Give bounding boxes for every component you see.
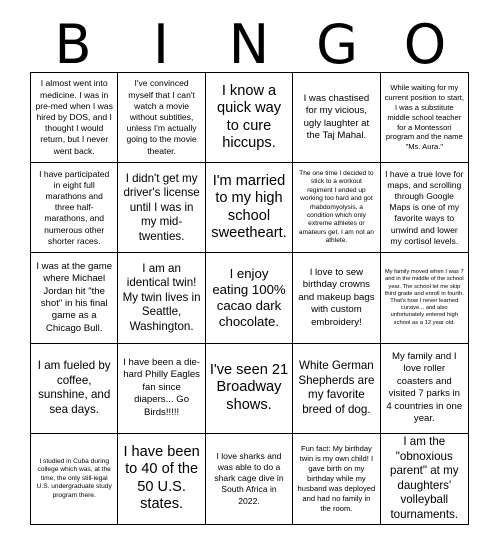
cell-text: I've convinced myself that I can't watch a movie without subtitles, unless I'm actually going to the movie theater. xyxy=(126,78,197,156)
cell-text: My family and I love roller coasters and visited 7 parks in 4 countries in one year. xyxy=(386,350,463,425)
cell-text: I enjoy eating 100% cacao dark chocolate. xyxy=(212,265,286,330)
header-letter-n: N xyxy=(228,13,272,76)
cell-text: I studied in Cuba during college which was, at the time, the only still-legal U.S. undergraduate study program there. xyxy=(36,457,112,499)
bingo-cell[interactable] xyxy=(118,344,205,434)
bingo-cell[interactable] xyxy=(31,344,118,434)
bingo-cell[interactable] xyxy=(381,163,468,253)
bingo-cell[interactable] xyxy=(118,434,205,524)
header-letter-i: I xyxy=(153,13,171,76)
cell-text: I have been to 40 of the 50 U.S. states. xyxy=(123,443,200,513)
bingo-cell[interactable] xyxy=(118,253,205,343)
header-letter-b: B xyxy=(54,13,94,76)
cell-text: I have been a die-hard Philly Eagles fan since diapers... Go Birds!!!!! xyxy=(123,357,200,418)
bingo-cell[interactable] xyxy=(381,253,468,343)
cell-text: I am an identical twin! My twin lives in Seattle, Washington. xyxy=(122,261,201,333)
bingo-cell[interactable] xyxy=(293,163,380,253)
cell-text: I have participated in eight full marathons and three half-marathons, and numerous other shorter races. xyxy=(39,168,110,246)
bingo-cell[interactable] xyxy=(118,73,205,163)
bingo-cell[interactable] xyxy=(118,163,205,253)
cell-text: I love sharks and was able to do a shark cage dive in South Africa in 2022. xyxy=(214,450,284,506)
cell-text: I was chastised for my vicious, ugly laughter at the Taj Mahal. xyxy=(303,92,370,142)
bingo-cell[interactable] xyxy=(206,163,293,253)
cell-text: The one time I decided to stick to a workout regiment I ended up working too hard and got rhabdomyolysis, a condition which only extreme athletes or amateurs get. I am not an athlete. xyxy=(298,169,374,245)
bingo-cell[interactable] xyxy=(31,73,118,163)
bingo-board xyxy=(30,72,469,525)
bingo-cell[interactable] xyxy=(381,73,468,163)
cell-text: White German Shepherds are my favorite breed of dog. xyxy=(298,359,375,416)
bingo-cell[interactable] xyxy=(31,434,118,524)
bingo-header xyxy=(30,13,470,76)
cell-text: I have a true love for maps, and scrolling through Google Maps is one of my favorite ways to unwind and lower my cortisol levels. xyxy=(385,168,464,246)
bingo-cell[interactable] xyxy=(293,344,380,434)
cell-text: I am fueled by coffee, sunshine, and sea days. xyxy=(37,359,111,416)
cell-text: I'm married to my high school sweetheart. xyxy=(211,172,287,242)
cell-text: I was at the game where Michael Jordan hit "the shot" in his final game as a Chicago Bull. xyxy=(36,260,113,334)
bingo-cell[interactable] xyxy=(381,434,468,524)
cell-text: My family moved when I was 7 and in the middle of the school year. The school let me skip third grade and enroll in fourth. That's how I never learned cursive... and also unfortunately entered high school as a 12 year old. xyxy=(384,269,464,326)
cell-text: I didn't get my driver's license until I was in my mid-twenties. xyxy=(123,171,200,243)
bingo-cell[interactable] xyxy=(293,253,380,343)
bingo-cell[interactable] xyxy=(31,253,118,343)
bingo-cell[interactable] xyxy=(293,434,380,524)
bingo-cell[interactable] xyxy=(206,253,293,343)
bingo-cell[interactable] xyxy=(206,344,293,434)
cell-text: I love to sew birthday crowns and makeup bags with custom embroidery! xyxy=(298,266,375,328)
cell-text: I've seen 21 Broadway shows. xyxy=(209,361,289,413)
cell-text: I am the "obnoxious parent" at my daughters' volleyball tournaments. xyxy=(390,435,459,521)
bingo-cell[interactable] xyxy=(206,434,293,524)
cell-text: I almost went into medicine. I was in pre-med when I was hired by DOS, and I thought I would return, but I never went back. xyxy=(35,78,113,156)
cell-text: Fun fact: My birthday twin is my own child! I gave birth on my birthday while my husband was deployed and had no family in the room. xyxy=(297,444,376,513)
bingo-cell[interactable] xyxy=(293,73,380,163)
bingo-cell[interactable] xyxy=(206,73,293,163)
header-letter-g: G xyxy=(316,13,360,76)
cell-text: I know a quick way to cure hiccups. xyxy=(216,82,282,152)
bingo-cell[interactable] xyxy=(381,344,468,434)
bingo-cell[interactable] xyxy=(31,163,118,253)
cell-text: While waiting for my current position to start, I was a substitute middle school teacher for a Montessori program and the name "Ms. Aura." xyxy=(384,83,464,152)
header-letter-o: O xyxy=(403,13,449,76)
